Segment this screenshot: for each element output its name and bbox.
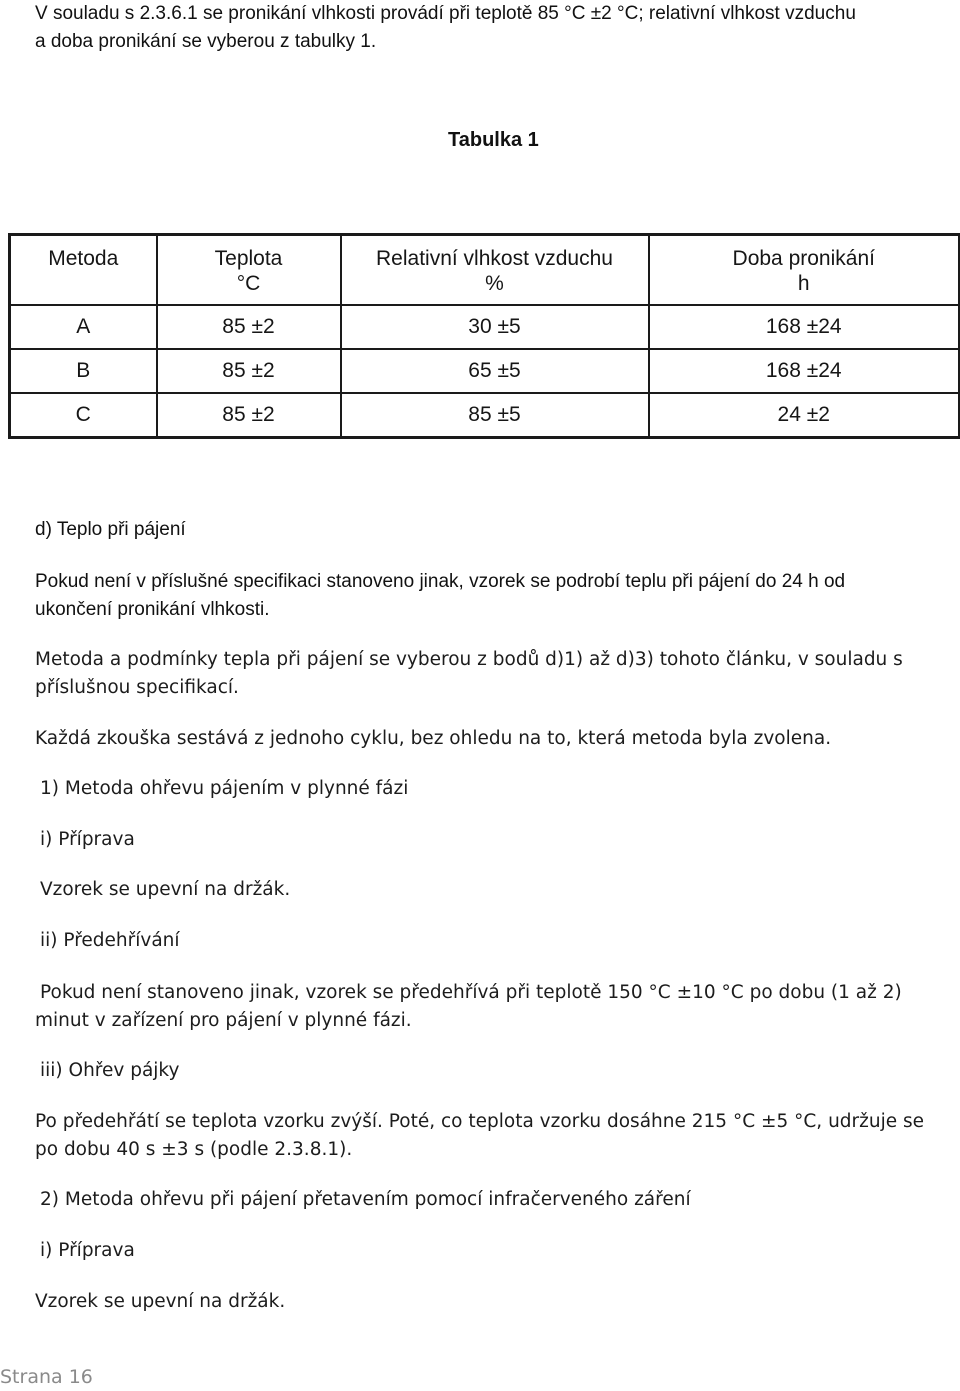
section-d-para1-line2: ukončení pronikání vlhkosti. xyxy=(35,599,270,620)
header-temperature-label: Teplota xyxy=(214,247,283,270)
cell-duration: 168 ±24 xyxy=(649,349,960,393)
intro-line-2: a doba pronikání se vyberou z tabulky 1. xyxy=(35,31,377,52)
cell-humidity: 30 ±5 xyxy=(341,305,649,349)
method1-preheat-line2: minut v zařízení pro pájení v plynné fázi. xyxy=(35,1010,412,1031)
page-number: Strana 16 xyxy=(0,1366,93,1388)
header-temperature xyxy=(157,235,341,305)
header-duration-unit: h xyxy=(797,272,810,295)
cell-method: A xyxy=(10,305,157,349)
table-row xyxy=(10,305,960,349)
moisture-table xyxy=(8,233,960,439)
method1-prep-text: Vzorek se upevní na držák. xyxy=(40,879,291,900)
method2-prep-heading: i) Příprava xyxy=(40,1240,135,1261)
header-temperature-unit: °C xyxy=(236,272,261,295)
cell-humidity: 85 ±5 xyxy=(341,393,649,438)
method1-preheat-line1: Pokud není stanoveno jinak, vzorek se předehřívá při teplotě 150 °C ±10 °C po dobu (1 až 2) xyxy=(40,982,902,1003)
intro-line-1: V souladu s 2.3.6.1 se pronikání vlhkosti provádí při teplotě 85 °C ±2 °C; relativní vlhkost vzduchu xyxy=(35,3,856,24)
header-humidity-unit: % xyxy=(485,272,504,295)
section-d-para3: Každá zkouška sestává z jednoho cyklu, bez ohledu na to, která metoda byla zvolena. xyxy=(35,728,832,749)
cell-temperature: 85 ±2 xyxy=(157,393,341,438)
method2-prep-text: Vzorek se upevní na držák. xyxy=(35,1291,286,1312)
section-d-heading: d) Teplo při pájení xyxy=(35,519,186,540)
method1-preheat-heading: ii) Předehřívání xyxy=(40,930,180,951)
table-caption: Tabulka 1 xyxy=(448,129,539,151)
cell-temperature: 85 ±2 xyxy=(157,305,341,349)
method1-heat-line1: Po předehřátí se teplota vzorku zvýší. Poté, co teplota vzorku dosáhne 215 °C ±5 °C, udržuje se xyxy=(35,1111,925,1132)
header-duration-label: Doba pronikání xyxy=(732,247,875,270)
cell-temperature: 85 ±2 xyxy=(157,349,341,393)
method1-prep-heading: i) Příprava xyxy=(40,829,135,850)
cell-method: C xyxy=(10,393,157,438)
method1-heat-line2: po dobu 40 s ±3 s (podle 2.3.8.1). xyxy=(35,1139,353,1160)
header-humidity xyxy=(341,235,649,305)
table-row xyxy=(10,349,960,393)
section-d-para2-line2: příslušnou specifikací. xyxy=(35,677,239,698)
method1-heading: 1) Metoda ohřevu pájením v plynné fázi xyxy=(40,778,409,799)
method1-heat-heading: iii) Ohřev pájky xyxy=(40,1060,180,1081)
header-method xyxy=(10,235,157,305)
table-row xyxy=(10,393,960,438)
section-d-para1-line1: Pokud není v příslušné specifikaci stanoveno jinak, vzorek se podrobí teplu při pájení do 24 h od xyxy=(35,571,846,592)
cell-method: B xyxy=(10,349,157,393)
cell-duration: 168 ±24 xyxy=(649,305,960,349)
cell-humidity: 65 ±5 xyxy=(341,349,649,393)
section-d-para2-line1: Metoda a podmínky tepla při pájení se vyberou z bodů d)1) až d)3) tohoto článku, v souladu s xyxy=(35,649,903,670)
cell-duration: 24 ±2 xyxy=(649,393,960,438)
table-header-row xyxy=(10,235,960,305)
method2-heading: 2) Metoda ohřevu při pájení přetavením pomocí infračerveného záření xyxy=(40,1189,691,1210)
header-humidity-label: Relativní vlhkost vzduchu xyxy=(376,247,613,270)
header-duration xyxy=(649,235,960,305)
header-method-label: Metoda xyxy=(48,247,119,270)
